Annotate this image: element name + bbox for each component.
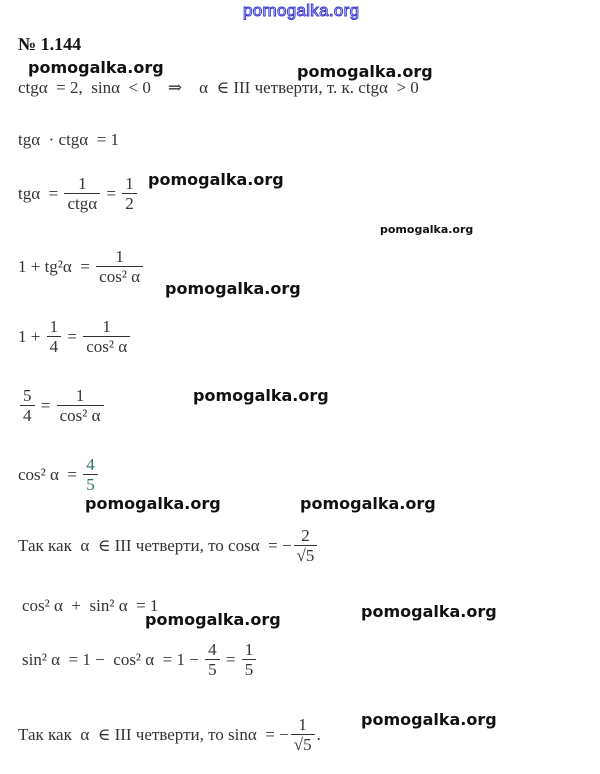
math-text: Так как α ∈ III четверти, то sinα = − [18,725,289,744]
fraction [122,174,137,214]
fraction [96,247,143,287]
math-line [18,247,145,287]
fraction [47,317,62,357]
denominator: 2 [122,193,137,214]
math-text: 1 + [18,327,45,346]
math-text: = [102,184,121,203]
watermark: pomogalka.org [148,170,284,189]
denominator: ctgα [64,193,100,214]
denominator: 4 [47,336,62,357]
denominator: cos² α [83,336,130,357]
watermark: pomogalka.org [300,494,436,513]
watermark: pomogalka.org [193,386,329,405]
denominator: √5 [291,734,315,755]
fraction [205,640,220,680]
denominator: cos² α [57,405,104,426]
watermark: pomogalka.org [361,710,497,729]
denominator: cos² α [96,266,143,287]
math-text: = [63,327,82,346]
numerator: 4 [86,455,95,474]
math-line [18,715,321,755]
denominator: 4 [20,405,35,426]
denominator: √5 [294,545,318,566]
watermark: pomogalka.org [28,58,164,77]
math-line [18,130,119,150]
numerator: 1 [75,386,85,405]
math-text: = [221,650,240,669]
math-line [18,386,106,426]
numerator: 1 [102,317,111,336]
numerator: 1 [115,247,124,266]
math-line [22,596,158,616]
problem-number: № 1.144 [18,34,82,54]
numerator: 5 [23,386,32,405]
math-text: ctgα = 2, sinα < 0 ⇒ α ∈ III четверти, т. к. ctgα > 0 [18,78,419,97]
watermark: pomogalka.org [145,610,281,629]
fraction [294,526,318,566]
math-text: = [36,396,55,415]
denominator: 5 [83,474,98,495]
watermark: pomogalka.org [361,602,497,621]
math-line [18,174,139,214]
numerator: 1 [49,317,59,336]
math-text: . [316,725,321,744]
math-line [18,317,132,357]
math-text: tgα · ctgα = 1 [18,130,120,149]
math-line [22,640,258,680]
fraction [291,715,315,755]
numerator: 1 [78,174,87,193]
math-text: tgα = [18,184,63,203]
denominator: 5 [242,659,257,680]
numerator: 4 [208,640,217,659]
math-text: cos² α = [18,465,82,484]
fraction [20,386,35,426]
math-line [18,78,419,98]
numerator: 1 [298,715,307,734]
math-text: cos² α + sin² α = 1 [22,596,159,615]
math-text: Так как α ∈ III четверти, то cosα = − [18,536,292,555]
math-text: sin² α = 1 − cos² α = 1 − [22,650,204,669]
fraction [83,455,98,495]
fraction [242,640,257,680]
watermark: pomogalka.org [165,279,301,298]
math-line [18,526,319,566]
fraction [83,317,130,357]
watermark: pomogalka.org [380,223,474,236]
watermark: pomogalka.org [85,494,221,513]
numerator: 2 [301,526,310,545]
fraction [64,174,100,214]
math-line [18,455,100,495]
numerator: 1 [244,640,254,659]
fraction [57,386,104,426]
numerator: 1 [125,174,134,193]
math-text: 1 + tg²α = [18,257,95,276]
site-watermark-header: pomogalka.org [243,1,360,20]
denominator: 5 [205,659,220,680]
watermark: pomogalka.org [297,62,433,81]
